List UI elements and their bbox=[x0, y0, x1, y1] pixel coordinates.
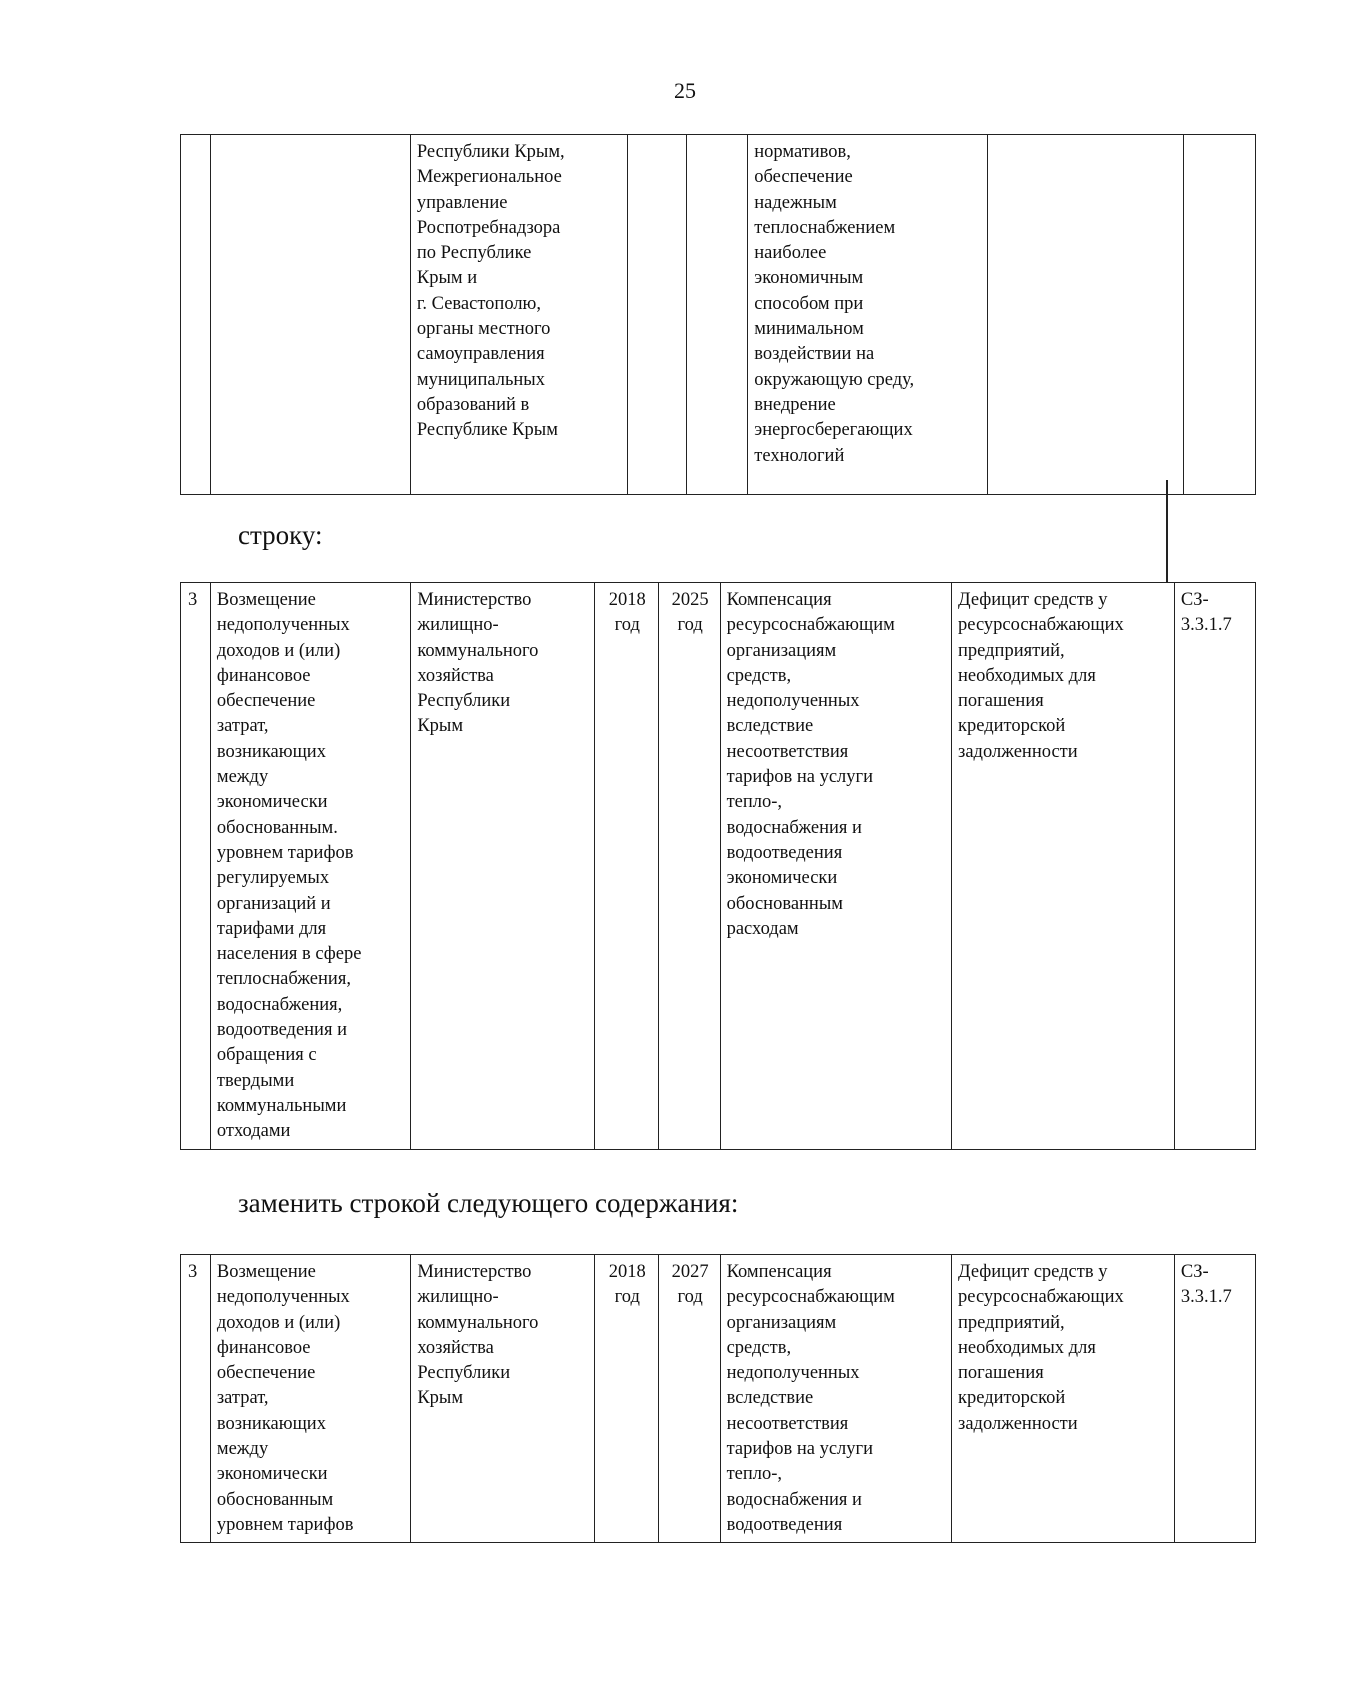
instruction-text: строку: bbox=[238, 520, 323, 550]
cell-line: предприятий, bbox=[958, 640, 1065, 661]
cell-line: обращения с bbox=[216, 1045, 317, 1066]
cell-line: недополученных bbox=[216, 1287, 350, 1308]
cell-line: Крым и bbox=[416, 268, 478, 289]
cell-line: способом при bbox=[754, 293, 864, 314]
cell-line: Крым bbox=[417, 1388, 464, 1409]
cell-consequence bbox=[952, 1255, 1175, 1543]
cell-line: обеспечение bbox=[754, 167, 853, 188]
cell-line: Возмещение bbox=[216, 590, 316, 610]
cell-line: Возмещение bbox=[216, 1262, 316, 1282]
cell-line: между bbox=[216, 767, 269, 788]
cell-line: управление bbox=[416, 192, 508, 213]
cell-start bbox=[628, 135, 687, 495]
cell-line: кредиторской bbox=[958, 716, 1066, 737]
cell-line: водоснабжения и bbox=[726, 817, 862, 838]
cell-line: г. Севастополю, bbox=[416, 293, 542, 314]
cell-line: Дефицит средств у bbox=[958, 590, 1108, 610]
cell-name bbox=[210, 135, 410, 495]
cell-line: Министерство bbox=[417, 590, 532, 610]
cell-end bbox=[686, 135, 748, 495]
cell-line: вследствие bbox=[726, 716, 814, 737]
cell-line: между bbox=[216, 1439, 269, 1460]
cell-line: экономичным bbox=[754, 268, 864, 289]
cell-result bbox=[720, 1255, 951, 1543]
cell-line: вследствие bbox=[726, 1388, 814, 1409]
cell-end bbox=[658, 1255, 720, 1543]
cell-line: 2025 bbox=[671, 590, 709, 610]
cell-line: 3.3.1.7 bbox=[1180, 615, 1232, 636]
cell-line: погашения bbox=[958, 691, 1044, 712]
cell-line: наиболее bbox=[754, 243, 827, 264]
cell-line: организаций и bbox=[216, 893, 331, 914]
cell-line: экономически bbox=[216, 792, 328, 813]
cell-line: средств, bbox=[726, 1337, 792, 1358]
cell-line: тарифов на услуги bbox=[726, 1439, 874, 1460]
cell-line: возникающих bbox=[216, 1413, 326, 1434]
cell-start bbox=[594, 1255, 658, 1543]
cell-line: Министерство bbox=[417, 1262, 532, 1282]
cell-line: водоснабжения и bbox=[726, 1489, 862, 1510]
cell-line: тарифов на услуги bbox=[726, 767, 874, 788]
cell-line: возникающих bbox=[216, 741, 326, 762]
cell-line: регулируемых bbox=[216, 868, 330, 889]
cell-end bbox=[658, 583, 720, 1150]
cell-line: погашения bbox=[958, 1363, 1044, 1384]
cell-line: по Республике bbox=[416, 243, 532, 264]
cell-line: твердыми bbox=[216, 1070, 295, 1091]
cell-result bbox=[748, 135, 987, 495]
cell-line: экономически bbox=[726, 868, 838, 889]
cell-line: год bbox=[677, 1287, 703, 1308]
cell-line: недополученных bbox=[216, 615, 350, 636]
cell-line: ресурсоснабжающим bbox=[726, 615, 895, 636]
frame-line bbox=[1166, 480, 1168, 582]
cell-line: необходимых для bbox=[958, 665, 1096, 686]
cell-line: год bbox=[677, 615, 703, 636]
cell-line: уровнем тарифов bbox=[216, 1514, 354, 1535]
cell-line: задолженности bbox=[958, 1413, 1078, 1434]
cell-num: 3 bbox=[181, 1255, 211, 1543]
cell-line: расходам bbox=[726, 918, 799, 939]
cell-line: ресурсоснабжающим bbox=[726, 1287, 895, 1308]
table-old-row bbox=[180, 582, 1256, 1150]
cell-line: обоснованным bbox=[216, 1489, 334, 1510]
cell-executor bbox=[411, 583, 594, 1150]
cell-line: тепло-, bbox=[726, 792, 783, 813]
cell-line: затрат, bbox=[216, 716, 269, 737]
cell-line: несоответствия bbox=[726, 1413, 849, 1434]
cell-line: водоотведения bbox=[726, 1514, 843, 1535]
cell-line: недополученных bbox=[726, 1363, 860, 1384]
cell-line: обоснованным bbox=[726, 893, 843, 914]
cell-line: кредиторской bbox=[958, 1388, 1066, 1409]
cell-line: Крым bbox=[417, 716, 464, 737]
cell-link bbox=[1183, 135, 1255, 495]
cell-line: средств, bbox=[726, 665, 792, 686]
cell-line: 2027 bbox=[671, 1262, 709, 1282]
cell-line: тепло-, bbox=[726, 1464, 783, 1485]
cell-line: 2018 bbox=[608, 1262, 646, 1282]
cell-line: коммунального bbox=[417, 1312, 539, 1333]
cell-num bbox=[181, 135, 211, 495]
cell-line: жилищно- bbox=[417, 615, 499, 636]
cell-line: организациям bbox=[726, 1312, 837, 1333]
cell-line: воздействии на bbox=[754, 344, 875, 365]
cell-consequence bbox=[952, 583, 1175, 1150]
cell-line: минимальном bbox=[754, 319, 864, 340]
table-row bbox=[181, 583, 1256, 1150]
table-row bbox=[181, 135, 1256, 495]
cell-name bbox=[210, 1255, 410, 1543]
cell-line: затрат, bbox=[216, 1388, 269, 1409]
cell-line: Роспотребнадзора bbox=[416, 217, 561, 238]
cell-line: организациям bbox=[726, 640, 837, 661]
cell-line: окружающую среду, bbox=[754, 369, 915, 390]
cell-executor bbox=[410, 135, 627, 495]
cell-link bbox=[1174, 583, 1255, 1150]
cell-line: обеспечение bbox=[216, 691, 316, 712]
cell-line: коммунальными bbox=[216, 1095, 347, 1116]
table-row bbox=[181, 1255, 1256, 1543]
cell-line: год bbox=[614, 1287, 640, 1308]
cell-line: тарифами для bbox=[216, 918, 327, 939]
cell-line: жилищно- bbox=[417, 1287, 499, 1308]
cell-line: доходов и (или) bbox=[216, 1312, 341, 1333]
cell-line: Компенсация bbox=[726, 590, 832, 610]
cell-line: надежным bbox=[754, 192, 837, 213]
cell-consequence bbox=[987, 135, 1183, 495]
instruction-text: заменить строкой следующего содержания: bbox=[238, 1188, 739, 1218]
cell-line: Республики bbox=[417, 691, 511, 712]
cell-line: ресурсоснабжающих bbox=[958, 615, 1124, 636]
cell-name bbox=[210, 583, 410, 1150]
cell-line: органы местного bbox=[416, 319, 551, 340]
cell-line: СЗ- bbox=[1180, 1262, 1209, 1282]
cell-line: несоответствия bbox=[726, 741, 849, 762]
cell-line: энергосберегающих bbox=[754, 420, 913, 441]
cell-result bbox=[720, 583, 951, 1150]
cell-line: недополученных bbox=[726, 691, 860, 712]
cell-line: хозяйства bbox=[417, 1337, 494, 1358]
cell-line: Республики Крым, bbox=[416, 142, 565, 162]
table-fragment-top bbox=[180, 134, 1256, 495]
cell-line: ресурсоснабжающих bbox=[958, 1287, 1124, 1308]
cell-line: финансовое bbox=[216, 665, 311, 686]
cell-line: теплоснабжения, bbox=[216, 969, 351, 990]
cell-line: самоуправления bbox=[416, 344, 545, 365]
cell-line: технологий bbox=[754, 445, 845, 466]
cell-line: 3.3.1.7 bbox=[1180, 1287, 1232, 1308]
table-new-row bbox=[180, 1254, 1256, 1543]
cell-line: образований в bbox=[416, 394, 530, 415]
cell-line: водоотведения bbox=[726, 842, 843, 863]
cell-line: Дефицит средств у bbox=[958, 1262, 1108, 1282]
cell-line: водоснабжения, bbox=[216, 994, 343, 1015]
cell-line: обеспечение bbox=[216, 1363, 316, 1384]
page-number: 25 bbox=[674, 78, 696, 103]
cell-line: доходов и (или) bbox=[216, 640, 341, 661]
cell-line: Республики bbox=[417, 1363, 511, 1384]
cell-num: 3 bbox=[181, 583, 211, 1150]
cell-line: год bbox=[614, 615, 640, 636]
cell-line: предприятий, bbox=[958, 1312, 1065, 1333]
cell-line: Республике Крым bbox=[416, 420, 558, 441]
cell-line: коммунального bbox=[417, 640, 539, 661]
cell-line: обоснованным. bbox=[216, 817, 338, 838]
cell-line: СЗ- bbox=[1180, 590, 1209, 610]
cell-line: Межрегиональное bbox=[416, 167, 562, 188]
cell-line: финансовое bbox=[216, 1337, 311, 1358]
cell-line: отходами bbox=[216, 1121, 291, 1142]
cell-line: населения в сфере bbox=[216, 944, 362, 965]
cell-line: Компенсация bbox=[726, 1262, 832, 1282]
cell-line: водоотведения и bbox=[216, 1020, 347, 1041]
cell-line: муниципальных bbox=[416, 369, 545, 390]
cell-link bbox=[1174, 1255, 1255, 1543]
cell-line: нормативов, bbox=[754, 142, 851, 162]
cell-line: экономически bbox=[216, 1464, 328, 1485]
cell-line: теплоснабжением bbox=[754, 217, 896, 238]
cell-start bbox=[594, 583, 658, 1150]
cell-line: необходимых для bbox=[958, 1337, 1096, 1358]
cell-line: внедрение bbox=[754, 394, 836, 415]
cell-line: 2018 bbox=[608, 590, 646, 610]
cell-executor bbox=[411, 1255, 594, 1543]
cell-line: хозяйства bbox=[417, 665, 494, 686]
cell-line: уровнем тарифов bbox=[216, 842, 354, 863]
cell-line: задолженности bbox=[958, 741, 1078, 762]
